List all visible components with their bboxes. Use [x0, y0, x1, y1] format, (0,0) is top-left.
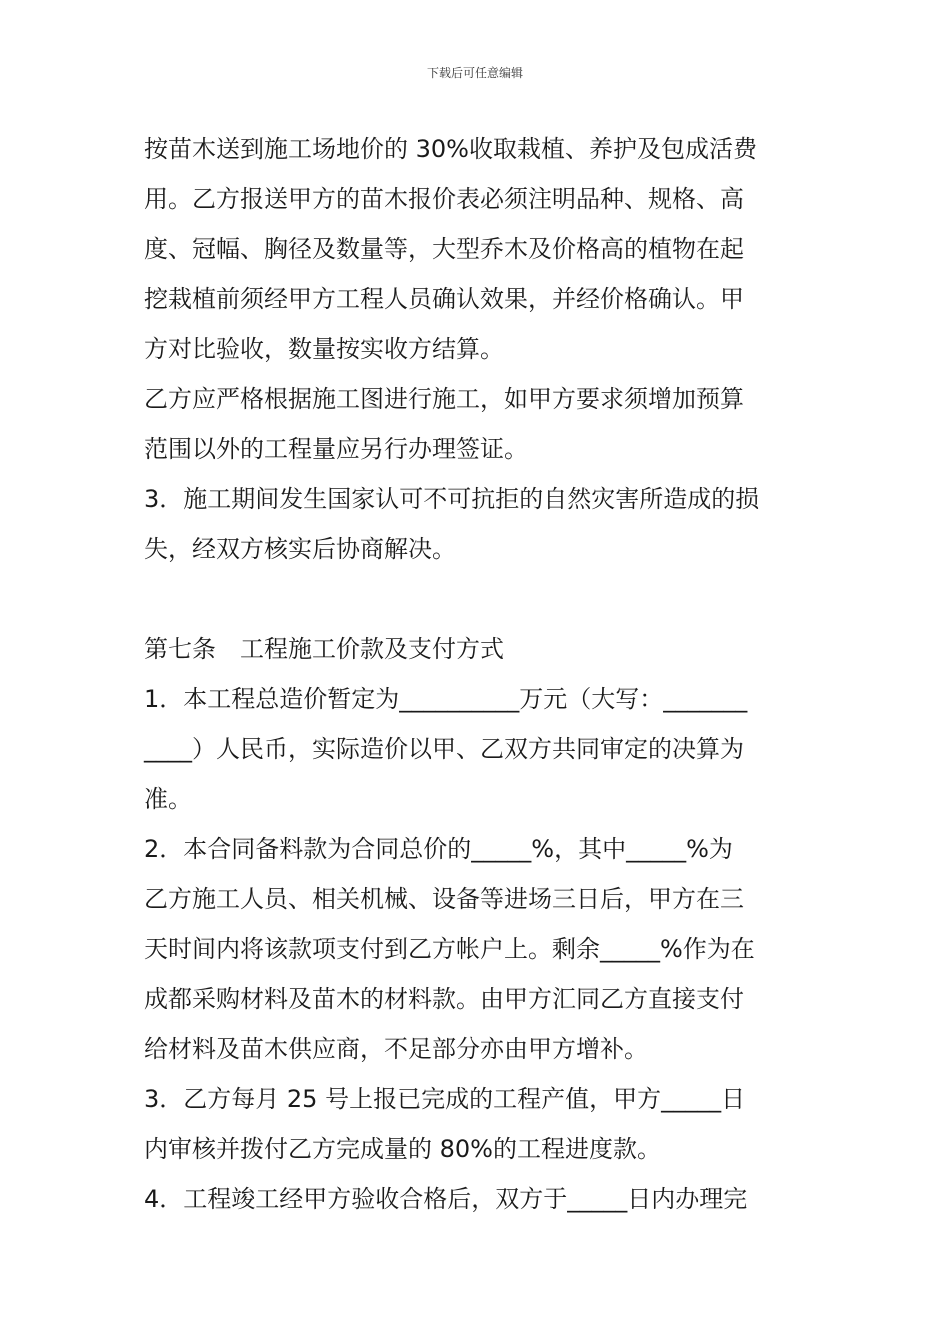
text-line: 4．工程竣工经甲方验收合格后，双方于_____日内办理完 — [144, 1185, 748, 1213]
text-line: 天时间内将该款项支付到乙方帐户上。剩余_____%作为在 — [144, 935, 755, 963]
blank-line — [144, 574, 816, 624]
text-line: 乙方施工人员、相关机械、设备等进场三日后，甲方在三 — [144, 885, 744, 913]
text-line: ____）人民币，实际造价以甲、乙双方共同审定的决算为 — [144, 735, 744, 763]
text-line: 1．本工程总造价暂定为__________万元（大写：_______ — [144, 685, 748, 713]
text-line: 2．本合同备料款为合同总价的_____%，其中_____%为 — [144, 835, 733, 863]
text-line: 范围以外的工程量应另行办理签证。 — [144, 435, 528, 463]
text-line: 给材料及苗木供应商，不足部分亦由甲方增补。 — [144, 1035, 648, 1063]
section-heading: 第七条 工程施工价款及支付方式 — [144, 635, 504, 663]
document-body — [144, 124, 816, 1224]
page-header: 下载后可任意编辑 — [426, 66, 523, 80]
text-line: 成都采购材料及苗木的材料款。由甲方汇同乙方直接支付 — [144, 985, 744, 1013]
text-line: 乙方应严格根据施工图进行施工，如甲方要求须增加预算 — [144, 385, 744, 413]
text-line: 按苗木送到施工场地价的 30%收取栽植、养护及包成活费 — [144, 135, 757, 163]
text-line: 失，经双方核实后协商解决。 — [144, 535, 456, 563]
text-line: 3．施工期间发生国家认可不可抗拒的自然灾害所造成的损 — [144, 485, 760, 513]
text-line: 度、冠幅、胸径及数量等，大型乔木及价格高的植物在起 — [144, 235, 744, 263]
text-line: 挖栽植前须经甲方工程人员确认效果，并经价格确认。甲 — [144, 285, 744, 313]
text-line: 方对比验收，数量按实收方结算。 — [144, 335, 504, 363]
text-line: 用。乙方报送甲方的苗木报价表必须注明品种、规格、高 — [144, 185, 744, 213]
text-line: 内审核并拨付乙方完成量的 80%的工程进度款。 — [144, 1135, 661, 1163]
text-line: 3．乙方每月 25 号上报已完成的工程产值，甲方_____日 — [144, 1085, 746, 1113]
text-line: 准。 — [144, 785, 192, 813]
